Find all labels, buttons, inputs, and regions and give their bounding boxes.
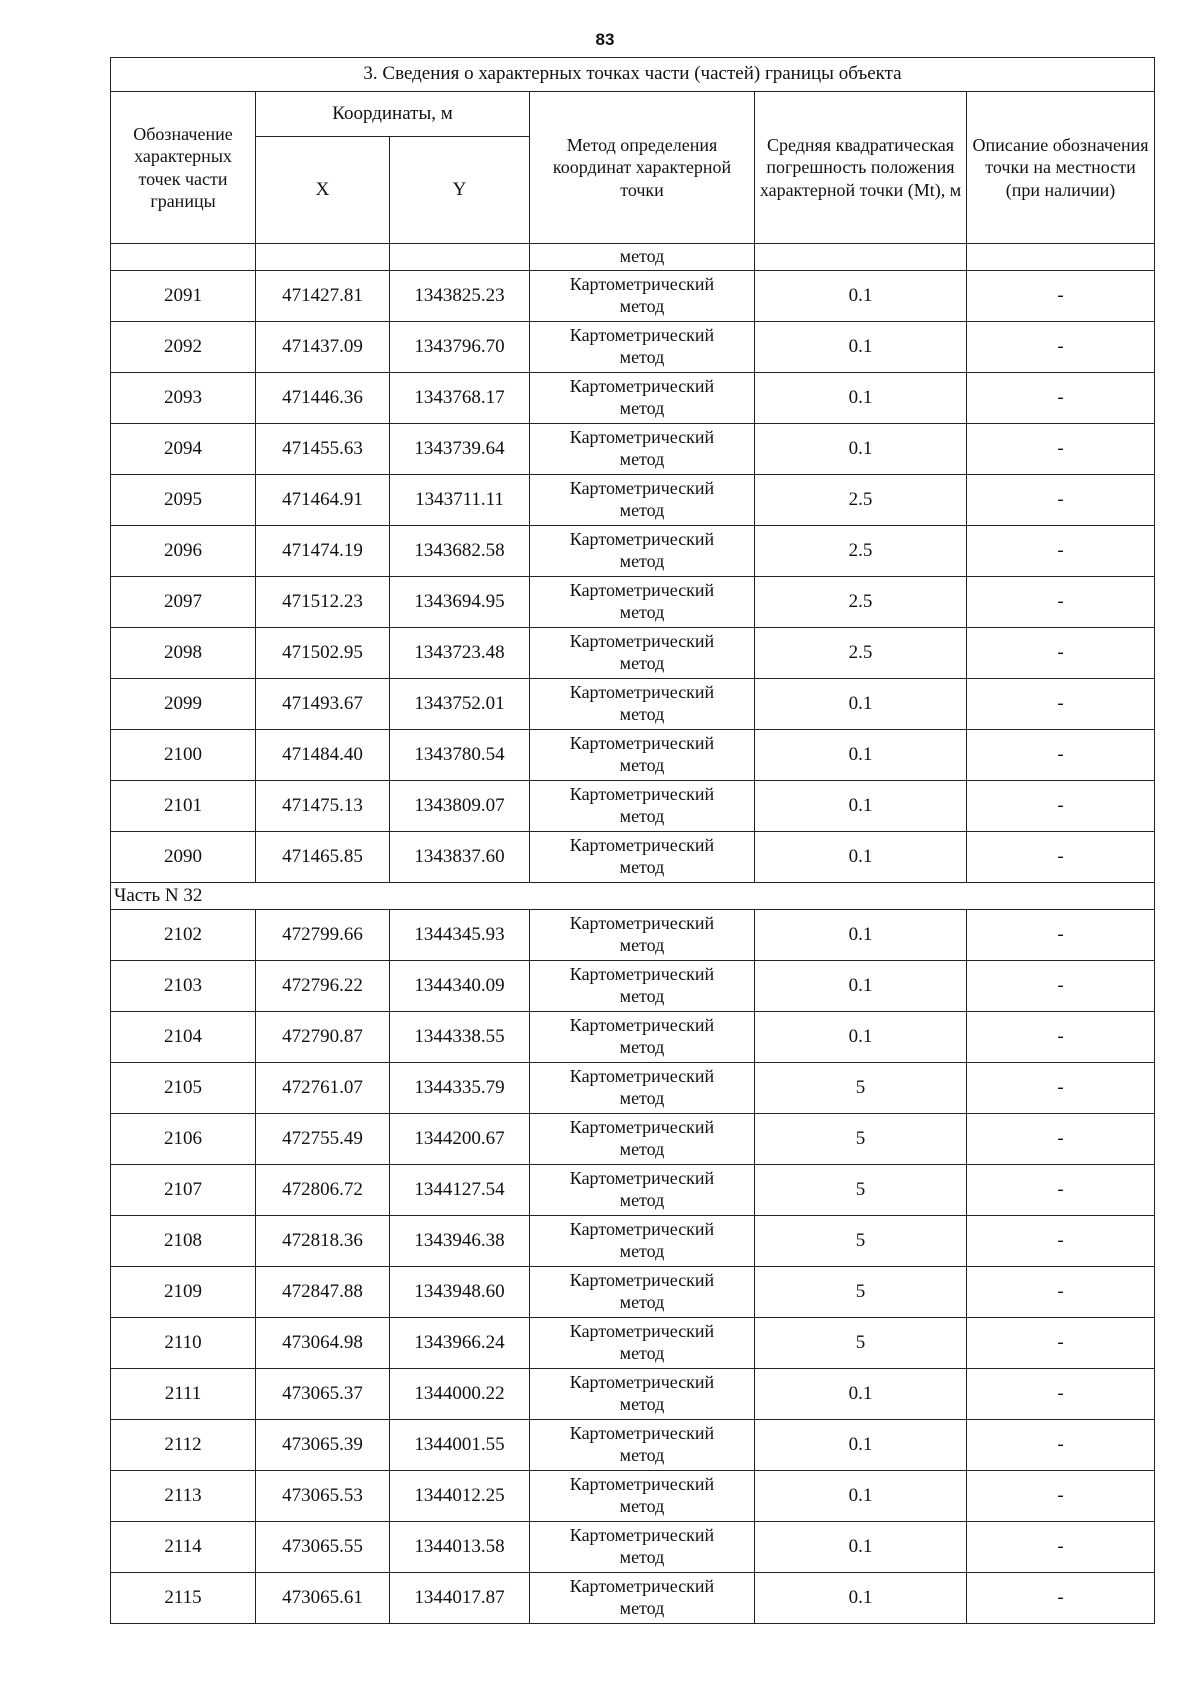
x-cell: 472761.07 bbox=[256, 1063, 390, 1114]
description-cell: - bbox=[967, 424, 1155, 475]
x-cell: 472796.22 bbox=[256, 961, 390, 1012]
method-cell bbox=[530, 1216, 755, 1267]
point-cell: 2108 bbox=[111, 1216, 256, 1267]
accuracy-cell: 0.1 bbox=[755, 832, 967, 883]
y-cell: 1344345.93 bbox=[390, 910, 530, 961]
method-line1: Картометрический bbox=[569, 325, 715, 346]
method-line1: Картометрический bbox=[569, 274, 715, 295]
table-row bbox=[111, 1063, 1155, 1114]
method-line2: метод bbox=[619, 602, 665, 622]
accuracy-cell: 0.1 bbox=[755, 1369, 967, 1420]
description-cell: - bbox=[967, 1573, 1155, 1624]
accuracy-cell: 0.1 bbox=[755, 1420, 967, 1471]
method-line1: Картометрический bbox=[569, 376, 715, 397]
method-line2: метод bbox=[619, 1394, 665, 1414]
description-cell: - bbox=[967, 1012, 1155, 1063]
table-row bbox=[111, 526, 1155, 577]
y-cell: 1343694.95 bbox=[390, 577, 530, 628]
method-line2: метод bbox=[619, 1292, 665, 1312]
method-line1: Картометрический bbox=[569, 1525, 715, 1546]
description-cell: - bbox=[967, 781, 1155, 832]
method-line1: Картометрический bbox=[569, 913, 715, 934]
method-line2: метод bbox=[619, 551, 665, 571]
y-cell: 1344001.55 bbox=[390, 1420, 530, 1471]
point-cell: 2098 bbox=[111, 628, 256, 679]
method-line2: метод bbox=[619, 857, 665, 877]
y-cell: 1344338.55 bbox=[390, 1012, 530, 1063]
accuracy-cell: 0.1 bbox=[755, 1573, 967, 1624]
x-cell: 473065.53 bbox=[256, 1471, 390, 1522]
description-cell: - bbox=[967, 1522, 1155, 1573]
table-row bbox=[111, 1114, 1155, 1165]
y-cell: 1343825.23 bbox=[390, 271, 530, 322]
method-cell bbox=[530, 781, 755, 832]
y-cell: 1343723.48 bbox=[390, 628, 530, 679]
description-cell: - bbox=[967, 373, 1155, 424]
method-line2: метод bbox=[619, 653, 665, 673]
accuracy-cell: 0.1 bbox=[755, 1522, 967, 1573]
header-description: Описание обозначения точки на местности (при наличии) bbox=[967, 92, 1155, 244]
method-line2: метод bbox=[619, 935, 665, 955]
point-cell: 2093 bbox=[111, 373, 256, 424]
table-row bbox=[111, 730, 1155, 781]
accuracy-cell: 0.1 bbox=[755, 271, 967, 322]
method-line2: метод bbox=[619, 704, 665, 724]
y-cell: 1344200.67 bbox=[390, 1114, 530, 1165]
accuracy-cell: 0.1 bbox=[755, 781, 967, 832]
y-cell: 1343682.58 bbox=[390, 526, 530, 577]
y-cell: 1343946.38 bbox=[390, 1216, 530, 1267]
y-cell: 1344127.54 bbox=[390, 1165, 530, 1216]
table-row bbox=[111, 1216, 1155, 1267]
description-cell: - bbox=[967, 271, 1155, 322]
x-cell: 471484.40 bbox=[256, 730, 390, 781]
table-row bbox=[111, 1420, 1155, 1471]
accuracy-cell: 0.1 bbox=[755, 373, 967, 424]
accuracy-cell: 5 bbox=[755, 1216, 967, 1267]
method-line1: Картометрический bbox=[569, 1270, 715, 1291]
method-line1: Картометрический bbox=[569, 1219, 715, 1240]
x-cell: 473064.98 bbox=[256, 1318, 390, 1369]
x-cell: 471475.13 bbox=[256, 781, 390, 832]
table-row bbox=[111, 781, 1155, 832]
description-cell: - bbox=[967, 1471, 1155, 1522]
method-line2: метод bbox=[619, 1496, 665, 1516]
method-line1: Картометрический bbox=[569, 1474, 715, 1495]
method-cell bbox=[530, 322, 755, 373]
accuracy-cell: 5 bbox=[755, 1114, 967, 1165]
section-label: Часть N 32 bbox=[111, 883, 1155, 910]
page-number: 83 bbox=[595, 30, 615, 49]
description-cell: - bbox=[967, 1420, 1155, 1471]
table-row bbox=[111, 577, 1155, 628]
point-cell: 2095 bbox=[111, 475, 256, 526]
table-row bbox=[111, 1012, 1155, 1063]
x-cell: 472847.88 bbox=[256, 1267, 390, 1318]
fragment-cell-empty bbox=[755, 244, 967, 271]
table-row bbox=[111, 910, 1155, 961]
method-line1: Картометрический bbox=[569, 1423, 715, 1444]
method-line2: метод bbox=[619, 347, 665, 367]
description-cell: - bbox=[967, 832, 1155, 883]
method-line2: метод bbox=[619, 755, 665, 775]
description-cell: - bbox=[967, 910, 1155, 961]
method-line2: метод bbox=[619, 449, 665, 469]
description-cell: - bbox=[967, 1318, 1155, 1369]
method-line1: Картометрический bbox=[569, 1015, 715, 1036]
y-cell: 1344335.79 bbox=[390, 1063, 530, 1114]
point-cell: 2104 bbox=[111, 1012, 256, 1063]
point-cell: 2099 bbox=[111, 679, 256, 730]
point-cell: 2103 bbox=[111, 961, 256, 1012]
method-cell bbox=[530, 1369, 755, 1420]
method-line2: метод bbox=[619, 1547, 665, 1567]
point-cell: 2096 bbox=[111, 526, 256, 577]
accuracy-cell: 5 bbox=[755, 1318, 967, 1369]
table-row bbox=[111, 1165, 1155, 1216]
method-line1: Картометрический bbox=[569, 1066, 715, 1087]
table-row bbox=[111, 679, 1155, 730]
fragment-row bbox=[111, 244, 1155, 271]
x-cell: 472755.49 bbox=[256, 1114, 390, 1165]
x-cell: 471464.91 bbox=[256, 475, 390, 526]
point-cell: 2091 bbox=[111, 271, 256, 322]
y-cell: 1344017.87 bbox=[390, 1573, 530, 1624]
x-cell: 473065.37 bbox=[256, 1369, 390, 1420]
y-cell: 1344000.22 bbox=[390, 1369, 530, 1420]
method-line1: Картометрический bbox=[569, 427, 715, 448]
accuracy-cell: 0.1 bbox=[755, 322, 967, 373]
method-line2: метод bbox=[619, 1445, 665, 1465]
y-cell: 1343796.70 bbox=[390, 322, 530, 373]
method-cell bbox=[530, 832, 755, 883]
point-cell: 2112 bbox=[111, 1420, 256, 1471]
table-row bbox=[111, 1573, 1155, 1624]
y-cell: 1344012.25 bbox=[390, 1471, 530, 1522]
point-cell: 2113 bbox=[111, 1471, 256, 1522]
method-cell bbox=[530, 1522, 755, 1573]
description-cell: - bbox=[967, 1114, 1155, 1165]
method-line1: Картометрический bbox=[569, 1168, 715, 1189]
point-cell: 2090 bbox=[111, 832, 256, 883]
accuracy-cell: 2.5 bbox=[755, 628, 967, 679]
method-line2: метод bbox=[619, 500, 665, 520]
header-accuracy: Средняя квадратическая погрешность положения характерной точки (Mt), м bbox=[755, 92, 967, 244]
method-cell bbox=[530, 628, 755, 679]
y-cell: 1343837.60 bbox=[390, 832, 530, 883]
table-row bbox=[111, 961, 1155, 1012]
y-cell: 1344013.58 bbox=[390, 1522, 530, 1573]
accuracy-cell: 2.5 bbox=[755, 577, 967, 628]
description-cell: - bbox=[967, 679, 1155, 730]
table-row bbox=[111, 628, 1155, 679]
method-line1: Картометрический bbox=[569, 1576, 715, 1597]
method-cell bbox=[530, 1318, 755, 1369]
accuracy-cell: 0.1 bbox=[755, 679, 967, 730]
method-cell bbox=[530, 271, 755, 322]
header-method: Метод определения координат характерной точки bbox=[530, 92, 755, 244]
table-row bbox=[111, 1318, 1155, 1369]
method-line1: Картометрический bbox=[569, 1117, 715, 1138]
method-line1: Картометрический bbox=[569, 682, 715, 703]
point-cell: 2100 bbox=[111, 730, 256, 781]
method-cell bbox=[530, 1063, 755, 1114]
description-cell: - bbox=[967, 628, 1155, 679]
description-cell: - bbox=[967, 577, 1155, 628]
table-row bbox=[111, 322, 1155, 373]
method-line1: Картометрический bbox=[569, 835, 715, 856]
x-cell: 472790.87 bbox=[256, 1012, 390, 1063]
boundary-points-table bbox=[110, 57, 1155, 1624]
table-row bbox=[111, 832, 1155, 883]
y-cell: 1343768.17 bbox=[390, 373, 530, 424]
method-line1: Картометрический bbox=[569, 631, 715, 652]
accuracy-cell: 5 bbox=[755, 1165, 967, 1216]
accuracy-cell: 2.5 bbox=[755, 526, 967, 577]
point-cell: 2092 bbox=[111, 322, 256, 373]
x-cell: 473065.39 bbox=[256, 1420, 390, 1471]
table-row bbox=[111, 271, 1155, 322]
x-cell: 472799.66 bbox=[256, 910, 390, 961]
description-cell: - bbox=[967, 475, 1155, 526]
accuracy-cell: 5 bbox=[755, 1063, 967, 1114]
point-cell: 2115 bbox=[111, 1573, 256, 1624]
method-line2: метод bbox=[619, 1598, 665, 1618]
description-cell: - bbox=[967, 1063, 1155, 1114]
method-cell bbox=[530, 1471, 755, 1522]
table-body bbox=[111, 244, 1155, 1624]
method-line1: Картометрический bbox=[569, 733, 715, 754]
header-coordinates: Координаты, м bbox=[256, 92, 530, 137]
description-cell: - bbox=[967, 961, 1155, 1012]
point-cell: 2094 bbox=[111, 424, 256, 475]
accuracy-cell: 0.1 bbox=[755, 910, 967, 961]
accuracy-cell: 0.1 bbox=[755, 1012, 967, 1063]
method-line2: метод bbox=[619, 1088, 665, 1108]
fragment-cell-empty bbox=[111, 244, 256, 271]
y-cell: 1343948.60 bbox=[390, 1267, 530, 1318]
header-point: Обозначение характерных точек части границы bbox=[111, 92, 256, 244]
method-line1: Картометрический bbox=[569, 478, 715, 499]
method-cell bbox=[530, 730, 755, 781]
header-x: X bbox=[256, 137, 390, 244]
method-cell bbox=[530, 1420, 755, 1471]
x-cell: 471474.19 bbox=[256, 526, 390, 577]
y-cell: 1343809.07 bbox=[390, 781, 530, 832]
fragment-cell-method: метод bbox=[530, 244, 755, 271]
description-cell: - bbox=[967, 322, 1155, 373]
method-cell bbox=[530, 1267, 755, 1318]
method-line2: метод bbox=[619, 296, 665, 316]
method-cell bbox=[530, 961, 755, 1012]
section-row bbox=[111, 883, 1155, 910]
method-line2: метод bbox=[619, 1190, 665, 1210]
point-cell: 2102 bbox=[111, 910, 256, 961]
table-row bbox=[111, 475, 1155, 526]
y-cell: 1343711.11 bbox=[390, 475, 530, 526]
table-title: 3. Сведения о характерных точках части (частей) границы объекта bbox=[111, 58, 1155, 92]
x-cell: 471465.85 bbox=[256, 832, 390, 883]
method-cell bbox=[530, 679, 755, 730]
x-cell: 471437.09 bbox=[256, 322, 390, 373]
method-line2: метод bbox=[619, 1037, 665, 1057]
method-line1: Картометрический bbox=[569, 784, 715, 805]
y-cell: 1344340.09 bbox=[390, 961, 530, 1012]
x-cell: 472818.36 bbox=[256, 1216, 390, 1267]
x-cell: 472806.72 bbox=[256, 1165, 390, 1216]
method-line2: метод bbox=[619, 806, 665, 826]
accuracy-cell: 2.5 bbox=[755, 475, 967, 526]
x-cell: 473065.61 bbox=[256, 1573, 390, 1624]
accuracy-cell: 0.1 bbox=[755, 424, 967, 475]
x-cell: 471455.63 bbox=[256, 424, 390, 475]
table-row bbox=[111, 1522, 1155, 1573]
accuracy-cell: 5 bbox=[755, 1267, 967, 1318]
point-cell: 2111 bbox=[111, 1369, 256, 1420]
method-line2: метод bbox=[619, 1241, 665, 1261]
method-line2: метод bbox=[619, 1343, 665, 1363]
description-cell: - bbox=[967, 1267, 1155, 1318]
method-line2: метод bbox=[619, 1139, 665, 1159]
fragment-cell-empty bbox=[256, 244, 390, 271]
point-cell: 2110 bbox=[111, 1318, 256, 1369]
description-cell: - bbox=[967, 526, 1155, 577]
method-cell bbox=[530, 910, 755, 961]
method-cell bbox=[530, 373, 755, 424]
x-cell: 471446.36 bbox=[256, 373, 390, 424]
method-line2: метод bbox=[619, 398, 665, 418]
method-cell bbox=[530, 1012, 755, 1063]
table-row bbox=[111, 373, 1155, 424]
fragment-cell-empty bbox=[390, 244, 530, 271]
point-cell: 2107 bbox=[111, 1165, 256, 1216]
table-row bbox=[111, 1471, 1155, 1522]
point-cell: 2101 bbox=[111, 781, 256, 832]
x-cell: 471427.81 bbox=[256, 271, 390, 322]
x-cell: 473065.55 bbox=[256, 1522, 390, 1573]
y-cell: 1343966.24 bbox=[390, 1318, 530, 1369]
method-cell bbox=[530, 1165, 755, 1216]
x-cell: 471493.67 bbox=[256, 679, 390, 730]
description-cell: - bbox=[967, 730, 1155, 781]
point-cell: 2105 bbox=[111, 1063, 256, 1114]
x-cell: 471502.95 bbox=[256, 628, 390, 679]
method-cell bbox=[530, 526, 755, 577]
method-cell bbox=[530, 1114, 755, 1165]
fragment-cell-empty bbox=[967, 244, 1155, 271]
accuracy-cell: 0.1 bbox=[755, 730, 967, 781]
point-cell: 2106 bbox=[111, 1114, 256, 1165]
header-y: Y bbox=[390, 137, 530, 244]
y-cell: 1343739.64 bbox=[390, 424, 530, 475]
point-cell: 2114 bbox=[111, 1522, 256, 1573]
table-row bbox=[111, 1369, 1155, 1420]
y-cell: 1343752.01 bbox=[390, 679, 530, 730]
method-cell bbox=[530, 424, 755, 475]
point-cell: 2097 bbox=[111, 577, 256, 628]
x-cell: 471512.23 bbox=[256, 577, 390, 628]
method-line1: Картометрический bbox=[569, 529, 715, 550]
y-cell: 1343780.54 bbox=[390, 730, 530, 781]
description-cell: - bbox=[967, 1165, 1155, 1216]
method-line1: Картометрический bbox=[569, 1321, 715, 1342]
method-cell bbox=[530, 1573, 755, 1624]
description-cell: - bbox=[967, 1369, 1155, 1420]
accuracy-cell: 0.1 bbox=[755, 1471, 967, 1522]
method-cell bbox=[530, 577, 755, 628]
accuracy-cell: 0.1 bbox=[755, 961, 967, 1012]
description-cell: - bbox=[967, 1216, 1155, 1267]
method-line1: Картометрический bbox=[569, 1372, 715, 1393]
table-row bbox=[111, 1267, 1155, 1318]
table-row bbox=[111, 424, 1155, 475]
method-cell bbox=[530, 475, 755, 526]
point-cell: 2109 bbox=[111, 1267, 256, 1318]
method-line1: Картометрический bbox=[569, 580, 715, 601]
method-line2: метод bbox=[619, 986, 665, 1006]
method-line1: Картометрический bbox=[569, 964, 715, 985]
